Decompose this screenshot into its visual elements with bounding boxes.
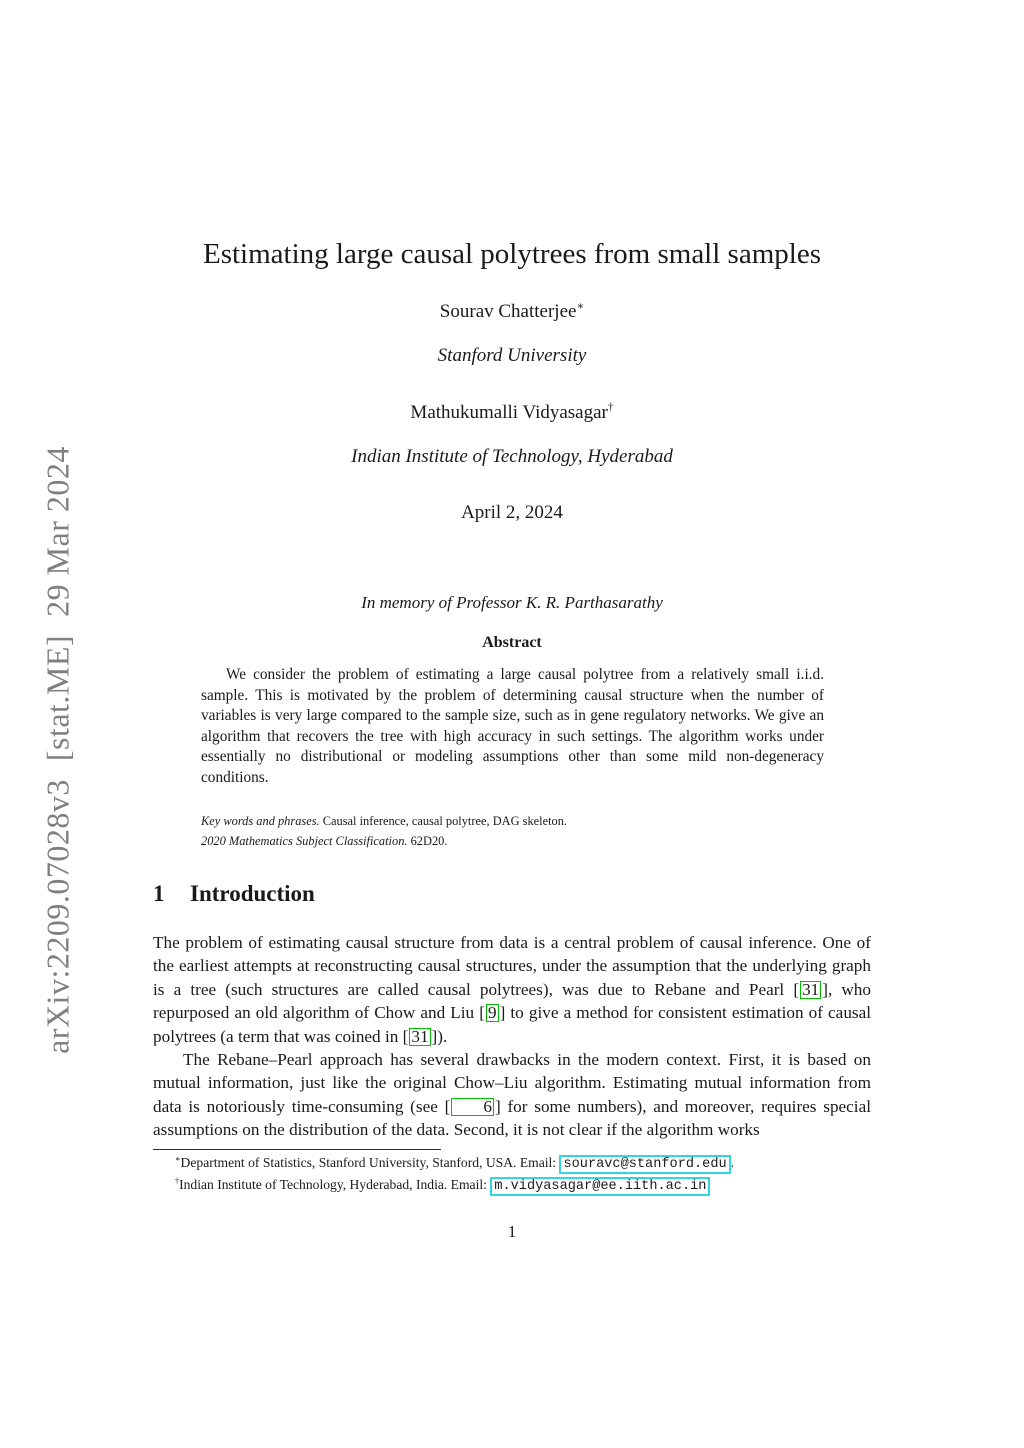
citation-link-31[interactable]: 31 [411, 1026, 429, 1046]
keywords-line [201, 811, 567, 831]
footnote-1 [175, 1153, 734, 1175]
abstract-heading: Abstract [482, 634, 542, 651]
author-2-affiliation: Indian Institute of Technology, Hyderabad [351, 446, 673, 467]
msc-line [201, 831, 567, 851]
keywords-block [201, 811, 567, 851]
footnote-1-text: Department of Statistics, Stanford University, Stanford, USA. Email: [180, 1155, 560, 1170]
footnote-1-end: . [730, 1155, 735, 1170]
footnotes [175, 1153, 734, 1197]
text-run: ], who repurposed an old algorithm of Chow and Liu [ [153, 979, 871, 1023]
section-heading-introduction [153, 881, 315, 907]
section-number: 1 [153, 881, 165, 906]
email-link-chatterjee[interactable]: souravc@stanford.edu [559, 1155, 730, 1174]
text-run: ] to give a method for consistent estimation of causal polytrees (a term that was coined in [ [153, 1003, 872, 1046]
abstract-text [201, 665, 824, 788]
abstract-body: We consider the problem of estimating a large causal polytree from a relatively small i.i.d. sample. This is motivated by the problem of determining causal structure when the number of variables is very large compared to the sample size, such as in gene regulatory networks. We give an algorithm that recovers the tree with high accuracy in such settings. The algorithm works under essentially no distributional or modeling assumptions other than some mild non-degeneracy conditions. [201, 666, 824, 786]
author-2-name: Mathukumalli Vidyasagar [410, 402, 608, 423]
citation-link-6[interactable]: 6 [451, 1098, 494, 1116]
dedication: In memory of Professor K. R. Parthasarathy [361, 593, 663, 612]
author-1-footnote-mark[interactable]: ∗ [576, 300, 585, 313]
intro-paragraph-1 [153, 931, 871, 1048]
footnote-2-text: Indian Institute of Technology, Hyderabad, India. Email: [179, 1177, 491, 1192]
intro-paragraph-2 [153, 1048, 871, 1142]
author-1 [0, 301, 1024, 323]
arxiv-category: [stat.ME] [39, 634, 76, 762]
author-2-footnote-mark[interactable]: † [607, 401, 614, 414]
arxiv-sidebar-stamp [40, 446, 77, 1054]
text-run: ] for some numbers), and moreover, requires special assumptions on the distribution of the data. Second, it is not clear if the algorithm works [153, 1096, 871, 1140]
email-link-vidyasagar[interactable]: m.vidyasagar@ee.iith.ac.in [490, 1177, 710, 1196]
keywords-label: Key words and phrases. [201, 814, 320, 828]
arxiv-id: arXiv:2209.07028v3 [39, 779, 76, 1054]
author-1-name: Sourav Chatterjee [439, 301, 577, 322]
text-run: The Rebane–Pearl approach has several drawbacks in the modern context. First, it is based on mutual information, just like the original Chow–Liu algorithm. Estimating mutual information from data is notoriously time-consuming (see [ [153, 1050, 871, 1116]
msc-value: 62D20. [410, 834, 448, 848]
paper-date: April 2, 2024 [461, 502, 563, 523]
msc-label: 2020 Mathematics Subject Classification. [201, 834, 408, 848]
citation-link-9[interactable]: 9 [487, 1003, 497, 1023]
keywords-value: Causal inference, causal polytree, DAG skeleton. [322, 814, 568, 828]
arxiv-date: 29 Mar 2024 [39, 446, 76, 617]
footnote-rule [153, 1149, 441, 1150]
section-title: Introduction [190, 881, 315, 906]
author-1-affiliation: Stanford University [437, 345, 587, 366]
text-run: ]). [431, 1026, 448, 1046]
text-run: The problem of estimating causal structure from data is a central problem of causal inference. One of the earliest attempts at reconstructing causal structures, under the assumption that the underlying graph is a tree (such structures are called causal polytrees), was due to Rebane and Pearl [ [153, 933, 871, 999]
footnote-1-mark: ∗ [175, 1154, 181, 1164]
footnote-2 [175, 1175, 734, 1197]
page-number: 1 [507, 1222, 517, 1241]
citation-link-31[interactable]: 31 [802, 979, 820, 999]
paper-title: Estimating large causal polytrees from small samples [203, 238, 821, 270]
footnote-2-mark: † [175, 1176, 180, 1186]
author-2 [0, 402, 1024, 424]
